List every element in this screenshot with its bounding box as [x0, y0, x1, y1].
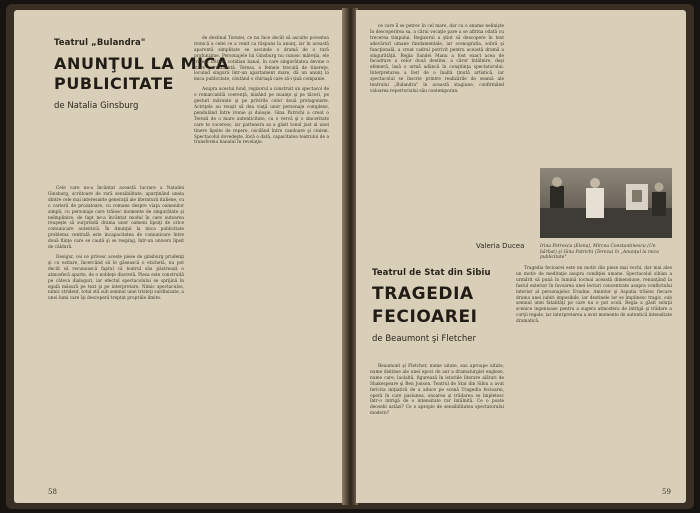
stage-photo [540, 168, 672, 238]
right-column-1-bottom [370, 364, 504, 484]
right-title-line1: TRAGEDIA [372, 284, 474, 304]
book-spread [6, 4, 694, 509]
left-page-number: 58 [48, 488, 57, 496]
right-title-line2: FECIOAREI [372, 307, 478, 327]
right-col1-bottom-paragraph: Beaumont şi Fletcher, nume uitate, sau aproape uitate, nume distinse ale unei epoci de aur a dramaturgiei engleze, nume care, laolaltă, figurează în istoriile literare alături de Shakespeare şi Ben Jonson. Teatrul de Stat din Sibiu a avut fericita iniţiativă de a aduce pe scenă Tragedia fecioarei, operă în care pasiunea, onoarea şi trădarea se împletesc într-o intrigă de o intensitate rar întâlnită. Ce o poate deosebi astăzi? Ce o apropie de sensibilitatea spectatorului modern? [370, 364, 504, 417]
right-column-1-top [370, 24, 504, 222]
right-col2-paragraph: Tragedia fecioarei este un motiv din piese mai vechi, dar mai ales un motiv de meditaţie asupra condiţiei umane. Spectacolul sibian a urmărit să pună în lumină tocmai această dimensiune, renunţând la fastul exterior în favoarea unei lecturi concentrate asupra conflictului interior al personajelor. Evadne, Amintor şi Aspatia trăiesc fiecare drama unei iubiri imposibile, iar destinele lor se împlinesc tragic, sub semnul unei fatalităţi pe care nu o pot ocoli. Regia a găsit soluţii scenice ingenioase pentru a sugera atmosfera de intrigă şi trădare a curţii regale, iar interpretarea a avut momente de autentică intensitate dramatică. [516, 266, 672, 325]
left-title-line1: ANUNŢUL LA MICA [54, 54, 229, 73]
right-page [356, 10, 686, 503]
reviewer-signature: Valeria Ducea [476, 242, 525, 250]
right-page-number: 59 [662, 488, 671, 496]
stage-photo-figures [540, 168, 672, 238]
left-author: de Natalia Ginsburg [54, 101, 139, 111]
left-column-2 [194, 36, 329, 488]
left-page [14, 10, 344, 503]
photo-caption: Irina Petrescu (Elena), Mircea Constantinescu (Un bărbat) şi Gina Patrichi (Tereza) în „Anunţul la mica publicitate" [540, 244, 659, 261]
right-col1-top-paragraph: ce care îi se petrec în cel mare, dar cu o anume nelinişte în descoperirea sa, a cărui vocaţie pare a se afirma odată cu trecerea timpului. Regizorul a ştiut să descopere în text adevăruri umane fundamentale, iar scenografia, sobră şi funcţională, a creat cadrul potrivit pentru această dramă a singurătăţii. Regia Sandei Manu a fost exact acea de încadrare a celor două destine, a căror întâlnire, deşi efemeră, lasă o urmă adâncă în conştiinţa spectatorului. Interpretarea a fost de o înaltă ţinută artistică, iar spectacolul se înscrie printre realizările de seamă ale teatrului „Bulandra" în această stagiune, confirmând valoarea repertoriului său contemporan. [370, 24, 504, 94]
left-col2-paragraph-1: de destinul Terezei, ce nu face decât să asculte povestea ironică a celei ce a venit ca răspuns la anunţ, iar în această aparentă simplitate se ascunde o dramă de o rară profunzime. Personajele lui Ginsburg nu cunosc măreţia, ele trăiesc într-un cotidian banal, în care singurătatea devine o stare permanentă. Tereza, o femeie trecută de tinereţe, locuind singură într-un apartament mare, dă un anunţ la mica publicitate, căutând o chiriaşă care să-i ţină companie. [194, 36, 329, 83]
right-kicker: Teatrul de Stat din Sibiu [372, 268, 491, 278]
left-col1-paragraph-1: Cele care ne-a încântat această lucrare a Nataliei Ginsburg, scriitoare de rară sensibilitate, aparţinând uneia dintre cele mai interesante generaţii ale literaturii italiene, cu o carieră de prozatoare, cu romane despre viaţa oamenilor simpli, cu personaje care trăiesc momente de singurătate şi neîmplinire, de fapt ne-a încântat modul în care autoarea reuşeşte să surprindă drama unor oameni lipsiţi de orice comunicare autentică. În Anunţul la mica publicitate problema centrală este incapacitatea de comunicare între două fiinţe care se caută şi se resping, într-un univers lipsit de căldură. [48, 186, 184, 251]
left-col1-paragraph-2: Desigur, cei ce privesc aceste piese de ginsburg prudenţi şi cu ezitare, încercând să le găsească o etichetă, nu pot decât să recunoască faptul că teatrul său păstrează o atmosferă aparte, de o nobleţe discretă. Piesa este construită pe câteva dialoguri, iar efectul spectacolului se sprijină în egală măsură pe text şi pe interpretare. Nimic spectaculos, nimic strident, totul stă sub semnul unei tristeţi surdinizate, a unei lumi care îşi descoperă treptat propriile limite. [48, 254, 184, 302]
right-column-2 [516, 266, 672, 486]
left-kicker: Teatrul „Bulandra" [54, 38, 146, 48]
left-col2-paragraph-2: Asupra acestui fond, regizorul a construit un spectacol de o remarcabilă coerenţă, mizând pe nuanţe şi pe tăceri, pe gesturi mărunte şi pe privirile celor două protagoniste. Actriţele au reuşit să dea viaţă unor personaje complexe, pendulând între ironie şi duioşie. Gina Patrichi a creat o Tereză de o mare autenticitate, cu o vervă şi o sinceritate care te cuceresc, iar partenera sa a găsit tonul just al unei tinere lipsite de repere, oscilând între candoare şi cinism. Spectacolul dovedeşte, încă o dată, capacitatea teatrului de a transforma banalul în revelaţie. [194, 87, 329, 146]
left-column-1 [48, 186, 184, 486]
left-title-line2: PUBLICITATE [54, 74, 175, 93]
right-author: de Beaumont şi Fletcher [372, 334, 476, 344]
